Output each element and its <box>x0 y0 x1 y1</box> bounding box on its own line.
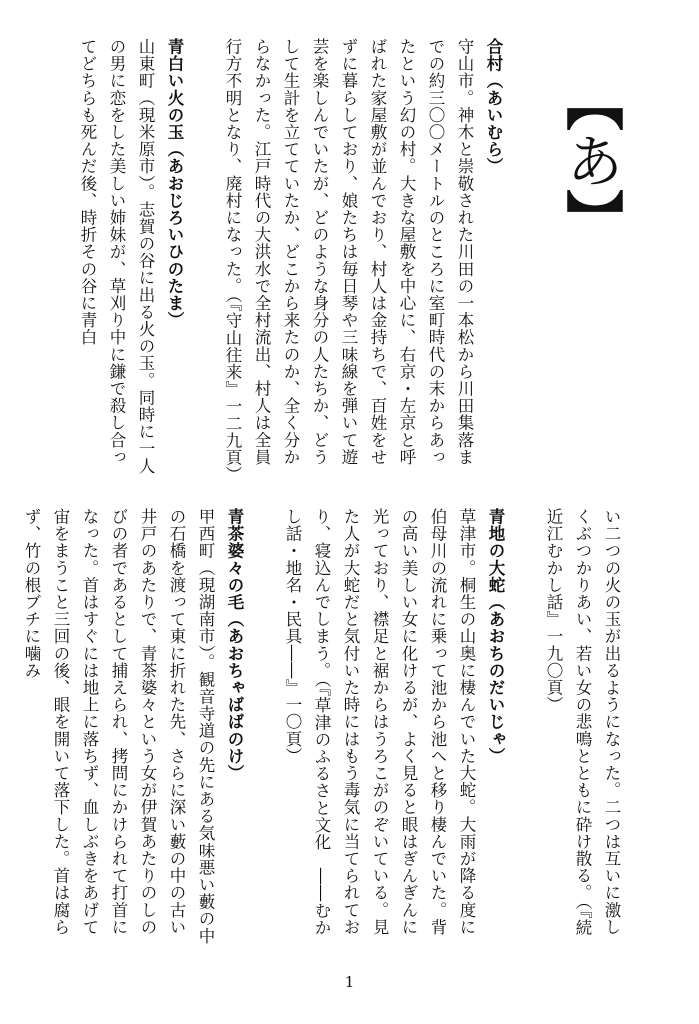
entry-title-aochi-daija: 青地の大蛇（あおちのだいじゃ） <box>486 508 505 765</box>
continuation-text: い二つの火の玉が出るようになった。二つは互いに激しくぶつかりあい、若い女の悲鳴とともに砕け散る。（『続 近江むかし話』一九〇頁） <box>544 508 621 954</box>
entry-body-aojiroi-hinotama: 山東町（現米原市）。志賀の谷に出る火の玉。同時に一人の男に恋をした美しい姉妹が、草刈り中に鎌で殺し合ってどちらも死んだ後、時折その谷に青白 <box>78 38 155 475</box>
bracket-close: 】 <box>556 189 624 247</box>
entry-body-aochi-daija: 草津市。桐生の山奥に棲んでいた大蛇。大雨が降る度に伯母川の流れに乗って池から池へと移り棲んでいた。背の高い美しい女に化けるが、よく見ると眼はぎんぎんに光っており、襟足と裾からはうろこがのぞいている。見た人が大蛇だと気付いた時にはもう毒気に当てられており、寝込んでしまう。（『草津のふるさと文化 ――むかし話・地名・民具――』一〇頁） <box>283 508 476 937</box>
entry-title-aimura: 合村（あいむら） <box>484 38 503 175</box>
bottom-text-block <box>22 508 626 954</box>
bracket-open: 【 <box>556 73 624 131</box>
kana-letter: あ <box>556 131 624 189</box>
entry-spacer <box>249 508 278 948</box>
entry-spacer <box>510 508 539 948</box>
entry-body-aochababa-no-ke: 甲西町（現湖南市）。観音寺道の先にある気味悪い藪の中の石橋を渡って東に折れた先、さらに深い藪の中の古い井戸のあたりで、青茶婆々という女が伊賀あたりのしのびの者であるとして捕えられ、拷問にかけられて打首になった。首はすぐには地上に落ちず、血しぶきをあげて宙をまうこと三回の後、眼を開いて落下した。首は腐らず、竹の根ブチに噛み <box>22 508 215 945</box>
section-kana-heading <box>555 70 625 250</box>
entry-body-aimura: 守山市。神木と崇敬された川田の一本松から川田集落までの約三〇〇メートルのところに室町時代の末からあったという幻の村。大きな屋敷を中心に、右京・左京と呼ばれた家屋敷が並んでおり、村人は金持ちで、百姓をせずに暮らしており、娘たちは毎日琴や三味線を弾いて遊芸を楽しんでいたが、どのような身分の人たちか、どうして生計を立てていたか、どこから来たのか、全く分からなかった。江戸時代の大洪水で全村流出、村人は全員行方不明となり、廃村になった。（『守山往来』一二九頁） <box>223 38 474 484</box>
entry-spacer <box>189 38 218 478</box>
top-text-block <box>66 38 508 484</box>
page-number: 1 <box>344 973 355 991</box>
entry-title-aojiroi-hinotama: 青白い火の玉（あおじろいひのたま） <box>165 38 184 329</box>
entry-title-aochababa-no-ke: 青茶婆々の毛（あおちゃばばのけ） <box>225 508 244 782</box>
